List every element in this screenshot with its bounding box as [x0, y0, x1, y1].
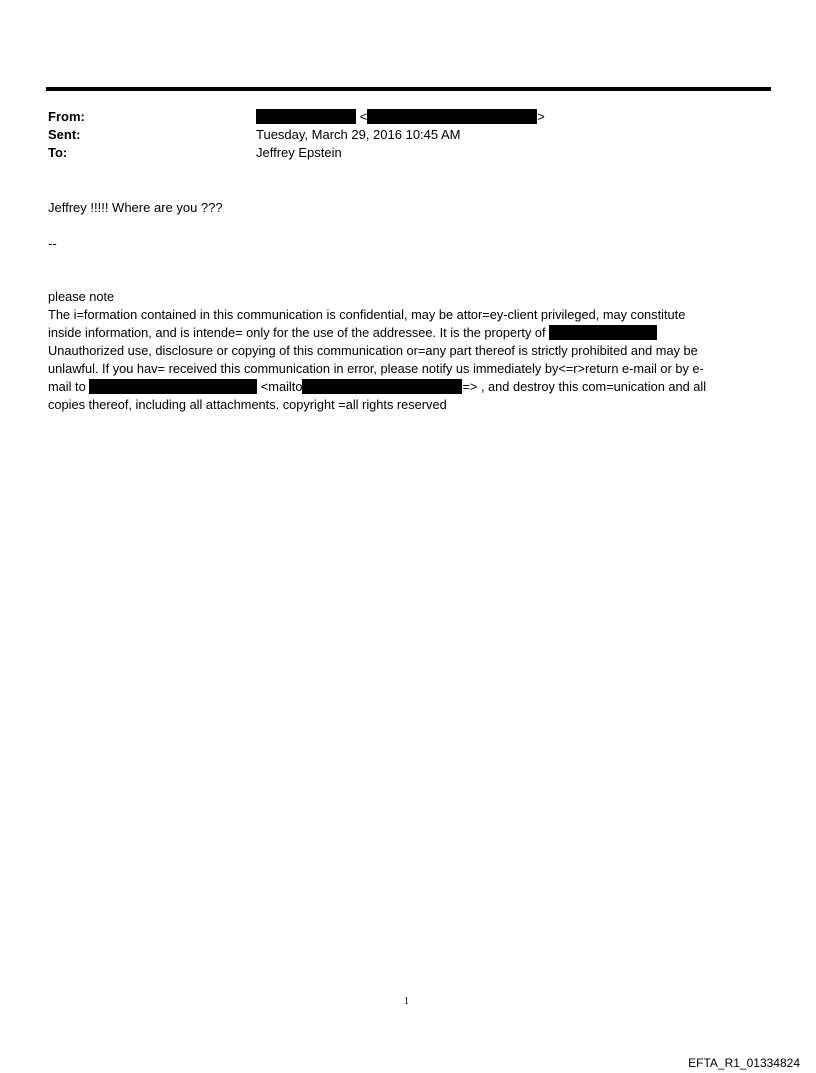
disclaimer-heading: please note [48, 289, 115, 304]
disclaimer-line: copies thereof, including all attachments. copyright =all rights reserved [48, 397, 447, 412]
sent-value: Tuesday, March 29, 2016 10:45 AM [256, 127, 461, 142]
header-rule [46, 87, 771, 91]
disclaimer-text: mail to [48, 379, 86, 394]
disclaimer-text: => , and destroy this com=unication and all [462, 379, 707, 394]
disclaimer-line: The i=formation contained in this communication is confidential, may be attor=ey-client privileged, may constitute [48, 307, 686, 322]
from-open-bracket: < [359, 109, 368, 124]
redaction-block [256, 109, 356, 124]
sent-label: Sent: [48, 127, 81, 142]
from-label: From: [48, 109, 85, 124]
disclaimer-line: unlawful. If you hav= received this communication in error, please notify us immediately by<=r>return e-mail or by e- [48, 361, 704, 376]
confidentiality-disclaimer [48, 288, 768, 414]
to-value: Jeffrey Epstein [256, 145, 342, 160]
disclaimer-line: Unauthorized use, disclosure or copying of this communication or=any part thereof is strictly prohibited and may be [48, 343, 698, 358]
redaction-block [89, 379, 257, 394]
redaction-block [302, 379, 462, 394]
from-close-bracket: > [537, 109, 545, 124]
signature-separator: -- [48, 236, 57, 251]
disclaimer-text: <mailto [260, 379, 303, 394]
redaction-block [367, 109, 537, 124]
message-greeting: Jeffrey !!!!! Where are you ??? [48, 200, 223, 215]
to-label: To: [48, 145, 68, 160]
disclaimer-line [48, 378, 768, 396]
document-id: EFTA_R1_01334824 [688, 1056, 800, 1070]
disclaimer-line [48, 324, 768, 342]
disclaimer-text: inside information, and is intende= only for the use of the addressee. It is the property of [48, 325, 546, 340]
page-number: 1 [404, 996, 409, 1007]
from-value [256, 109, 545, 125]
redaction-block [549, 325, 657, 340]
